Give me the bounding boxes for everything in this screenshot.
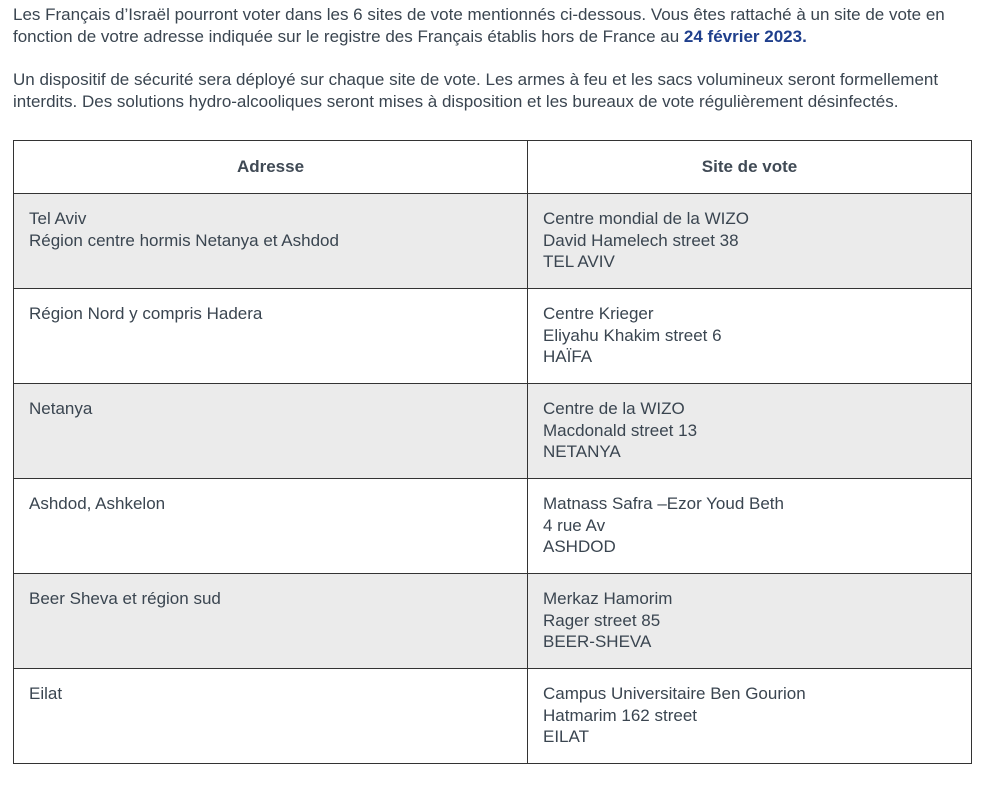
- address-line: Tel Aviv: [29, 209, 87, 228]
- site-street: Hatmarim 162 street: [543, 705, 697, 725]
- voting-sites-table: [13, 140, 972, 764]
- site-name: Merkaz Hamorim: [543, 589, 673, 608]
- site-city: NETANYA: [543, 442, 621, 461]
- site-name: Matnass Safra –Ezor Youd Beth: [543, 494, 784, 513]
- site-cell: [528, 289, 972, 384]
- site-cell: [528, 194, 972, 289]
- site-city: ASHDOD: [543, 537, 616, 556]
- address-line: Eilat: [29, 684, 63, 703]
- address-cell: [14, 574, 528, 669]
- address-cell: [14, 479, 528, 574]
- site-city: BEER-SHEVA: [543, 632, 652, 651]
- site-street: Rager street 85: [543, 610, 661, 630]
- address-line: Région centre hormis Netanya et Ashdod: [29, 230, 339, 250]
- table-row: [14, 574, 972, 669]
- address-line: Netanya: [29, 399, 93, 418]
- address-cell: [14, 669, 528, 764]
- intro-text: Les Français d’Israël pourront voter dans les 6 sites de vote mentionnés ci-dessous. Vous êtes rattaché à un site de vote en fonction de votre adresse indiquée sur le registre des Français établis hors de France au: [13, 5, 945, 46]
- site-name: Campus Universitaire Ben Gourion: [543, 684, 806, 703]
- site-street: 4 rue Av: [543, 515, 606, 535]
- site-city: EILAT: [543, 727, 589, 746]
- site-cell: [528, 384, 972, 479]
- table-row: [14, 289, 972, 384]
- intro-paragraph: [13, 4, 968, 47]
- address-line: Région Nord y compris Hadera: [29, 304, 263, 323]
- table-row: [14, 479, 972, 574]
- address-cell: [14, 194, 528, 289]
- site-city: HAÏFA: [543, 347, 593, 366]
- header-address: Adresse: [14, 141, 528, 194]
- address-cell: [14, 289, 528, 384]
- header-voting-site: Site de vote: [528, 141, 972, 194]
- table-header-row: [14, 141, 972, 194]
- site-cell: [528, 574, 972, 669]
- address-line: Beer Sheva et région sud: [29, 589, 221, 608]
- address-line: Ashdod, Ashkelon: [29, 494, 166, 513]
- site-name: Centre de la WIZO: [543, 399, 685, 418]
- site-cell: [528, 479, 972, 574]
- site-cell: [528, 669, 972, 764]
- table-row: [14, 669, 972, 764]
- site-street: David Hamelech street 38: [543, 230, 739, 250]
- site-street: Eliyahu Khakim street 6: [543, 325, 722, 345]
- table-row: [14, 384, 972, 479]
- site-name: Centre Krieger: [543, 304, 654, 323]
- site-name: Centre mondial de la WIZO: [543, 209, 749, 228]
- security-paragraph: Un dispositif de sécurité sera déployé sur chaque site de vote. Les armes à feu et les sacs volumineux seront formellement interdits. Des solutions hydro-alcooliques seront mises à disposition et les bureaux de vote régulièrement désinfectés.: [13, 70, 939, 111]
- registry-date: 24 février 2023.: [683, 26, 807, 46]
- address-cell: [14, 384, 528, 479]
- site-city: TEL AVIV: [543, 252, 615, 271]
- site-street: Macdonald street 13: [543, 420, 698, 440]
- table-row: [14, 194, 972, 289]
